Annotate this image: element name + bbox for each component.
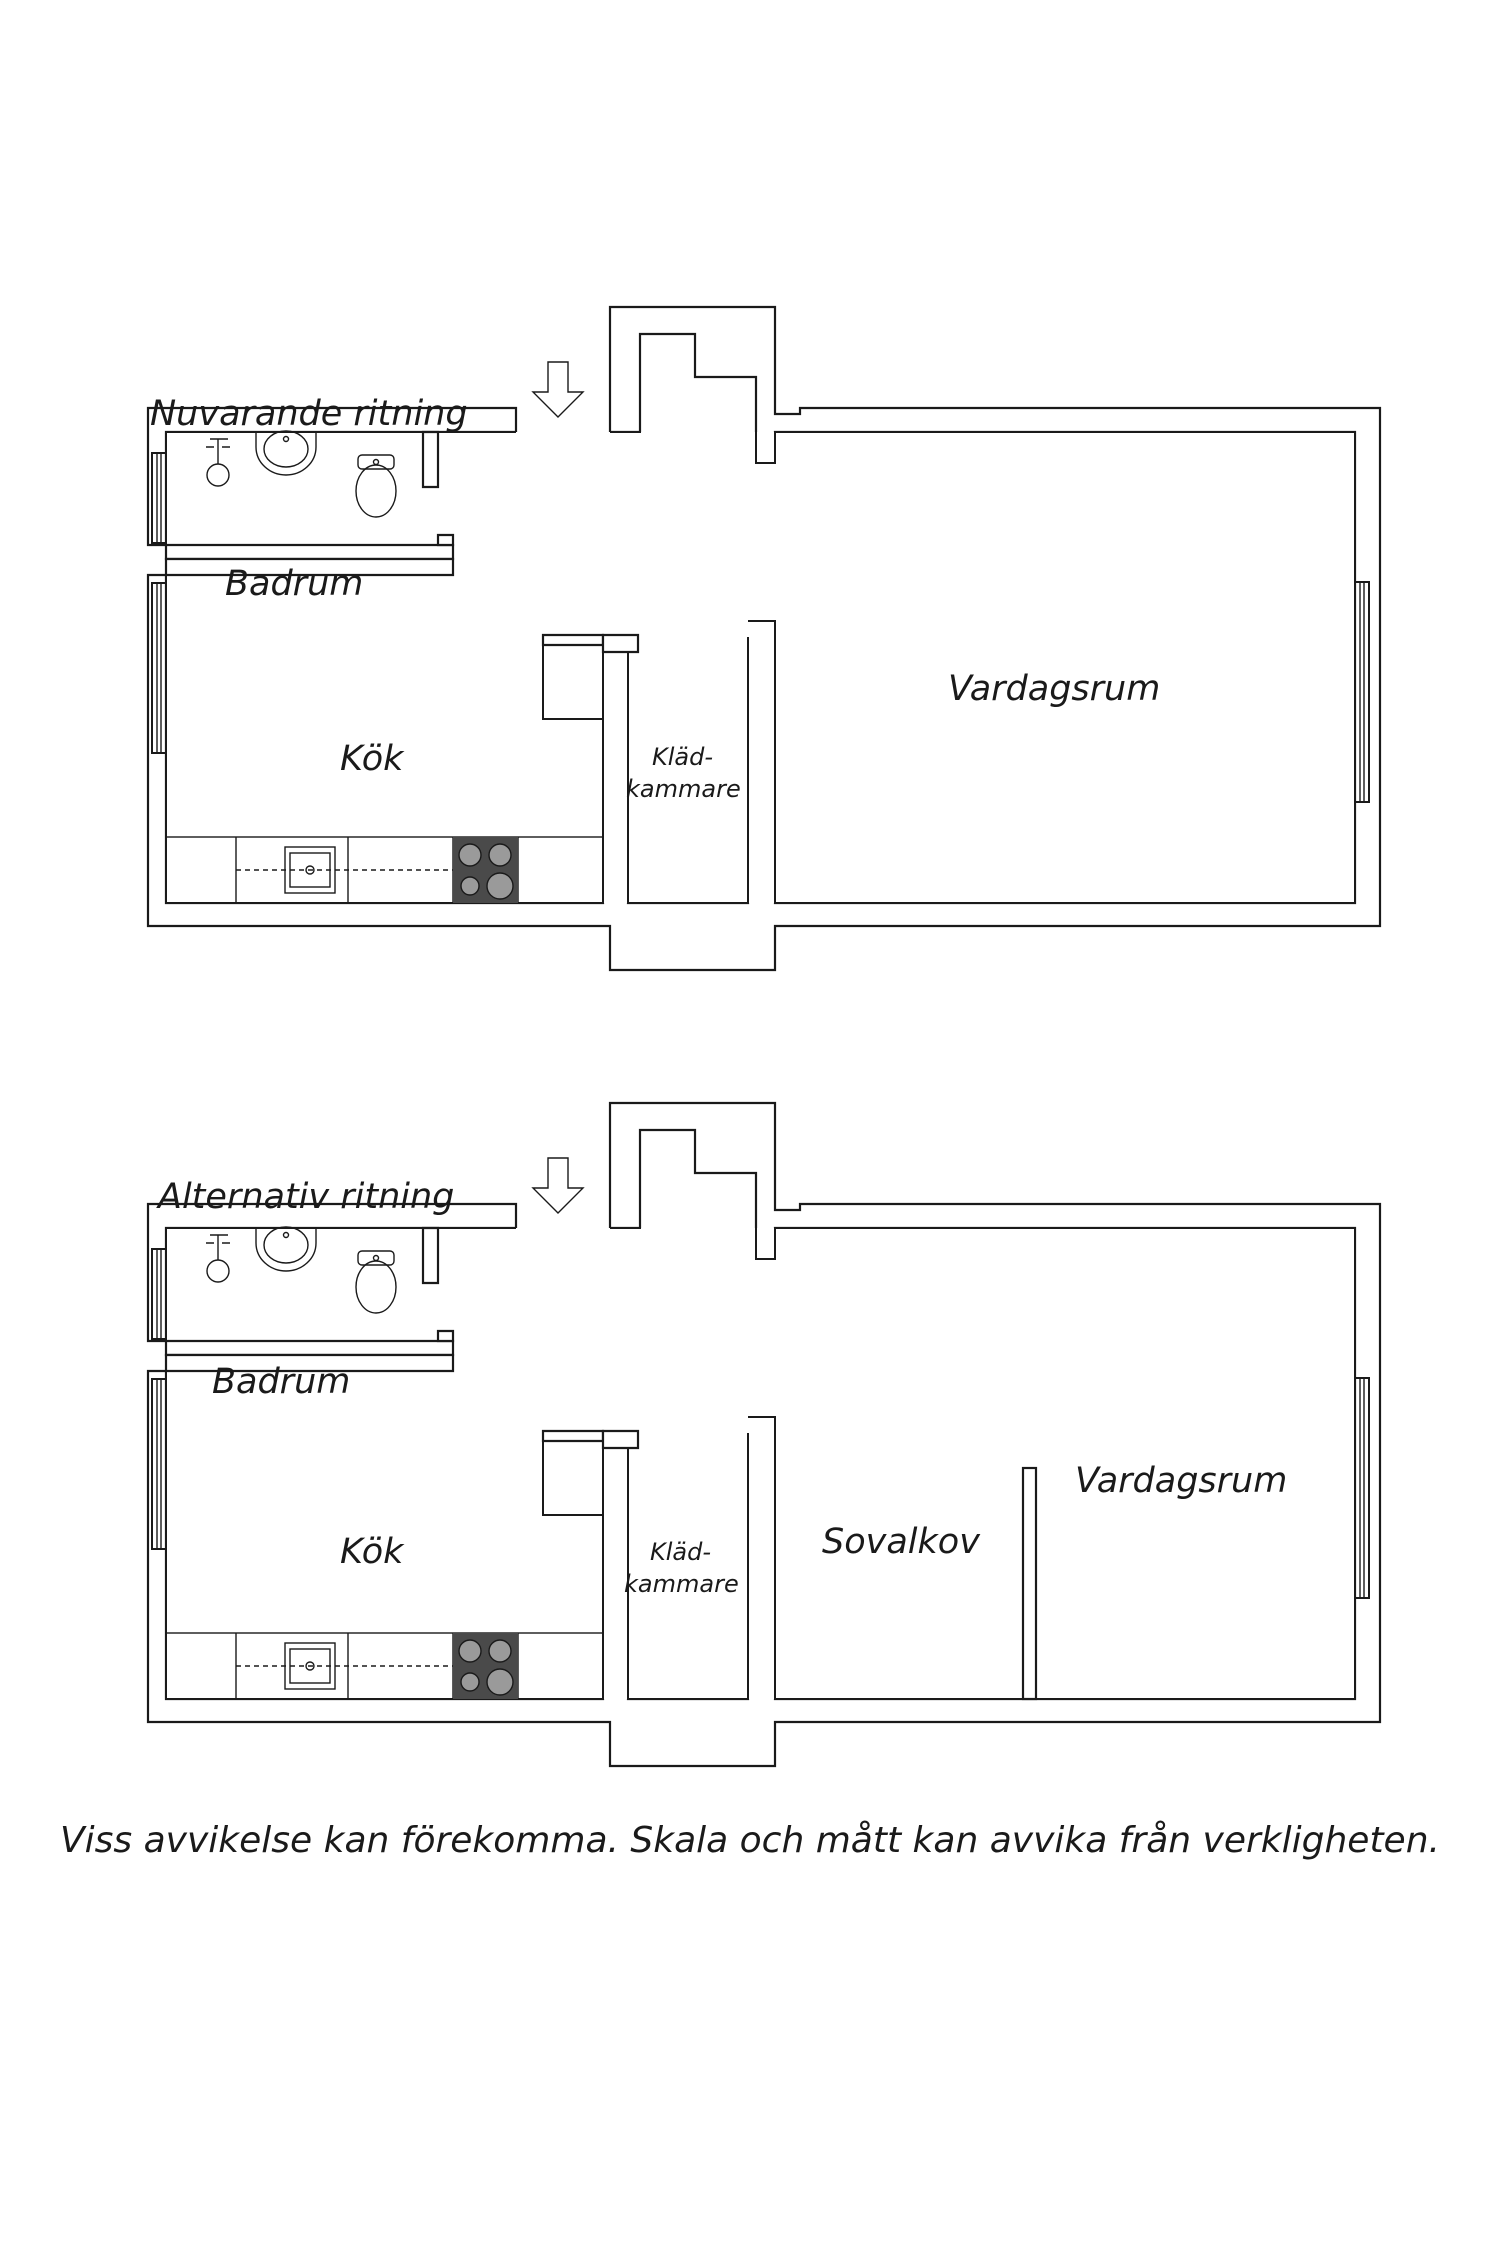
room-label-living-room: Vardagsrum [1075, 1461, 1288, 1501]
room-label-living-room: Vardagsrum [948, 669, 1161, 709]
room-label-closet-line2: kammare [626, 775, 741, 803]
room-label-bathroom: Badrum [212, 1362, 351, 1402]
room-label-bedroom-alcove: Sovalkov [822, 1522, 980, 1562]
room-label-closet-line1: Kläd- [652, 743, 714, 771]
room-label-closet-line1: Kläd- [650, 1538, 712, 1566]
plan-alternative-title: Alternativ ritning [158, 1177, 455, 1217]
room-label-kitchen: Kök [340, 1532, 404, 1572]
room-label-bathroom: Badrum [225, 564, 364, 604]
room-label-kitchen: Kök [340, 739, 404, 779]
plan-current-title: Nuvarande ritning [150, 394, 468, 434]
disclaimer-text: Viss avvikelse kan förekomma. Skala och mått kan avvika från verkligheten. [60, 1820, 1440, 1861]
room-label-closet-line2: kammare [624, 1570, 739, 1598]
